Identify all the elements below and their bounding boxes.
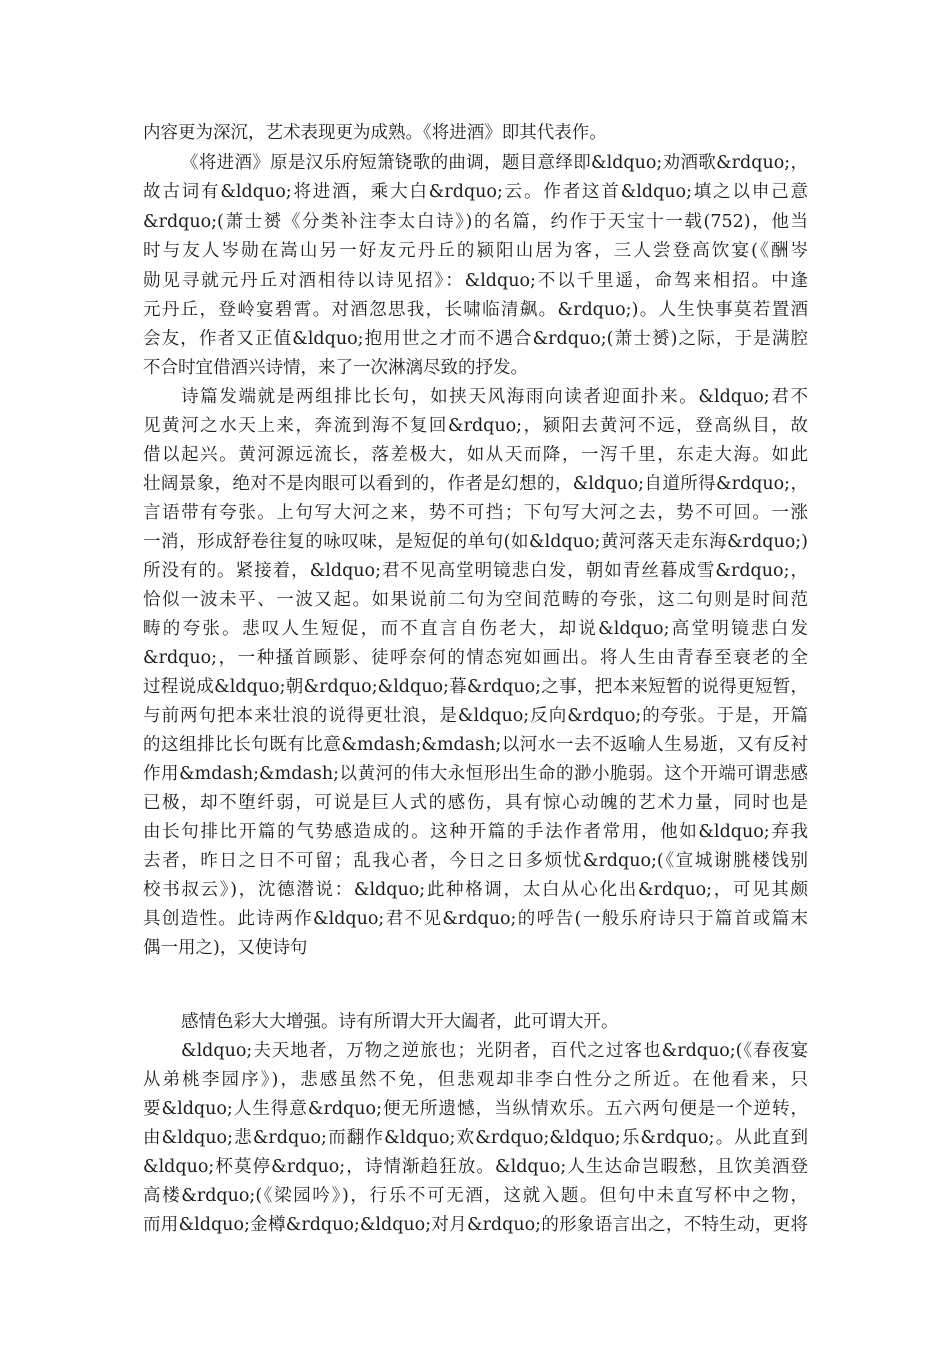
text-line: 言语带有夸张。上句写大河之来，势不可挡；下句写大河之去，势不可回。一涨 bbox=[143, 503, 808, 523]
text-line: 偶一用之)，又使诗句 bbox=[143, 938, 308, 958]
text-line: 不合时宜借酒兴诗情，来了一次淋漓尽致的抒发。 bbox=[143, 358, 528, 378]
text-line: 具创造性。此诗两作&ldquo;君不见&rdquo;的呼告(一般乐府诗只于篇首或篇末 bbox=[143, 909, 808, 929]
text-line: 所没有的。紧接着，&ldquo;君不见高堂明镜悲白发，朝如青丝暮成雪&rdquo;， bbox=[143, 561, 808, 581]
text-line: 从弟桃李园序》)，悲感虽然不免，但悲观却非李白性分之所近。在他看来，只 bbox=[143, 1070, 808, 1090]
text-line: 壮阔景象，绝对不是肉眼可以看到的，作者是幻想的，&ldquo;自道所得&rdquo;， bbox=[143, 474, 808, 494]
text-line: 高楼&rdquo;(《梁园吟》)，行乐不可无酒，这就入题。但句中未直写杯中之物， bbox=[143, 1186, 808, 1206]
text-line: 去者，昨日之日不可留；乱我心者，今日之日多烦忧&rdquo;(《宣城谢朓楼饯别 bbox=[143, 851, 808, 871]
text-line: 的这组排比长句既有比意&mdash;&mdash;以河水一去不返喻人生易逝，又有反衬 bbox=[143, 735, 808, 755]
text-line: 而用&ldquo;金樽&rdquo;&ldquo;对月&rdquo;的形象语言出之，不特生动，更将 bbox=[143, 1215, 808, 1235]
text-line: 与前两句把本来壮浪的说得更壮浪，是&ldquo;反向&rdquo;的夸张。于是，开篇 bbox=[143, 706, 808, 726]
text-line: 畴的夸张。悲叹人生短促，而不直言自伤老大，却说&ldquo;高堂明镜悲白发 bbox=[143, 619, 808, 639]
text-line: &ldquo;杯莫停&rdquo;，诗情渐趋狂放。&ldquo;人生达命岂暇愁，且饮美酒登 bbox=[143, 1157, 808, 1177]
text-line: 诗篇发端就是两组排比长句，如挟天风海雨向读者迎面扑来。&ldquo;君不 bbox=[181, 387, 808, 407]
text-line: 会友，作者又正值&ldquo;抱用世之才而不遇合&rdquo;(萧士赟)之际，于是满腔 bbox=[143, 329, 808, 349]
text-line: 故古词有&ldquo;将进酒，乘大白&rdquo;云。作者这首&ldquo;填之以申己意 bbox=[143, 182, 808, 202]
text-line: 勋见寻就元丹丘对酒相待以诗见招》：&ldquo;不以千里遥，命驾来相招。中逢 bbox=[143, 271, 808, 291]
text-line: 借以起兴。黄河源远流长，落差极大，如从天而降，一泻千里，东走大海。如此 bbox=[143, 445, 808, 465]
text-line: &ldquo;夫天地者，万物之逆旅也；光阴者，百代之过客也&rdquo;(《春夜宴 bbox=[181, 1041, 808, 1061]
text-line: 一消，形成舒卷往复的咏叹味，是短促的单句(如&ldquo;黄河落天走东海&rdquo;) bbox=[143, 532, 808, 552]
text-line: 《将进酒》原是汉乐府短箫铙歌的曲调，题目意绎即&ldquo;劝酒歌&rdquo;， bbox=[181, 153, 808, 173]
text-line: 作用&mdash;&mdash;以黄河的伟大永恒形出生命的渺小脆弱。这个开端可谓悲感 bbox=[143, 764, 808, 784]
text-line: 已极，却不堕纤弱，可说是巨人式的感伤，具有惊心动魄的艺术力量，同时也是 bbox=[143, 793, 808, 813]
text-line: &rdquo;，一种搔首顾影、徒呼奈何的情态宛如画出。将人生由青春至衰老的全 bbox=[143, 648, 808, 668]
text-line: 见黄河之水天上来，奔流到海不复回&rdquo;，颍阳去黄河不远，登高纵目，故 bbox=[143, 416, 808, 436]
text-line: 校书叔云》)，沈德潜说：&ldquo;此种格调，太白从心化出&rdquo;，可见其颇 bbox=[143, 880, 808, 900]
text-line: 由长句排比开篇的气势感造成的。这种开篇的手法作者常用，他如&ldquo;弃我 bbox=[143, 822, 808, 842]
text-line: 感情色彩大大增强。诗有所谓大开大阖者，此可谓大开。 bbox=[181, 1012, 619, 1032]
text-line: 过程说成&ldquo;朝&rdquo;&ldquo;暮&rdquo;之事，把本来短暂的说得更短暂， bbox=[143, 677, 808, 697]
text-line: &rdquo;(萧士赟《分类补注李太白诗》)的名篇，约作于天宝十一载(752)，他当 bbox=[143, 212, 808, 232]
text-line: 要&ldquo;人生得意&rdquo;便无所遗憾，当纵情欢乐。五六两句便是一个逆转， bbox=[143, 1099, 808, 1119]
text-line: 由&ldquo;悲&rdquo;而翻作&ldquo;欢&rdquo;&ldquo;乐&rdquo;。从此直到 bbox=[143, 1128, 808, 1148]
text-line: 内容更为深沉，艺术表现更为成熟。《将进酒》即其代表作。 bbox=[143, 123, 607, 143]
text-line: 时与友人岑勋在嵩山另一好友元丹丘的颍阳山居为客，三人尝登高饮宴(《酬岑 bbox=[143, 241, 808, 261]
text-line: 元丹丘，登岭宴碧霄。对酒忽思我，长啸临清飙。&rdquo;)。人生快事莫若置酒 bbox=[143, 300, 808, 320]
text-line: 恰似一波未平、一波又起。如果说前二句为空间范畴的夸张，这二句则是时间范 bbox=[143, 590, 808, 610]
